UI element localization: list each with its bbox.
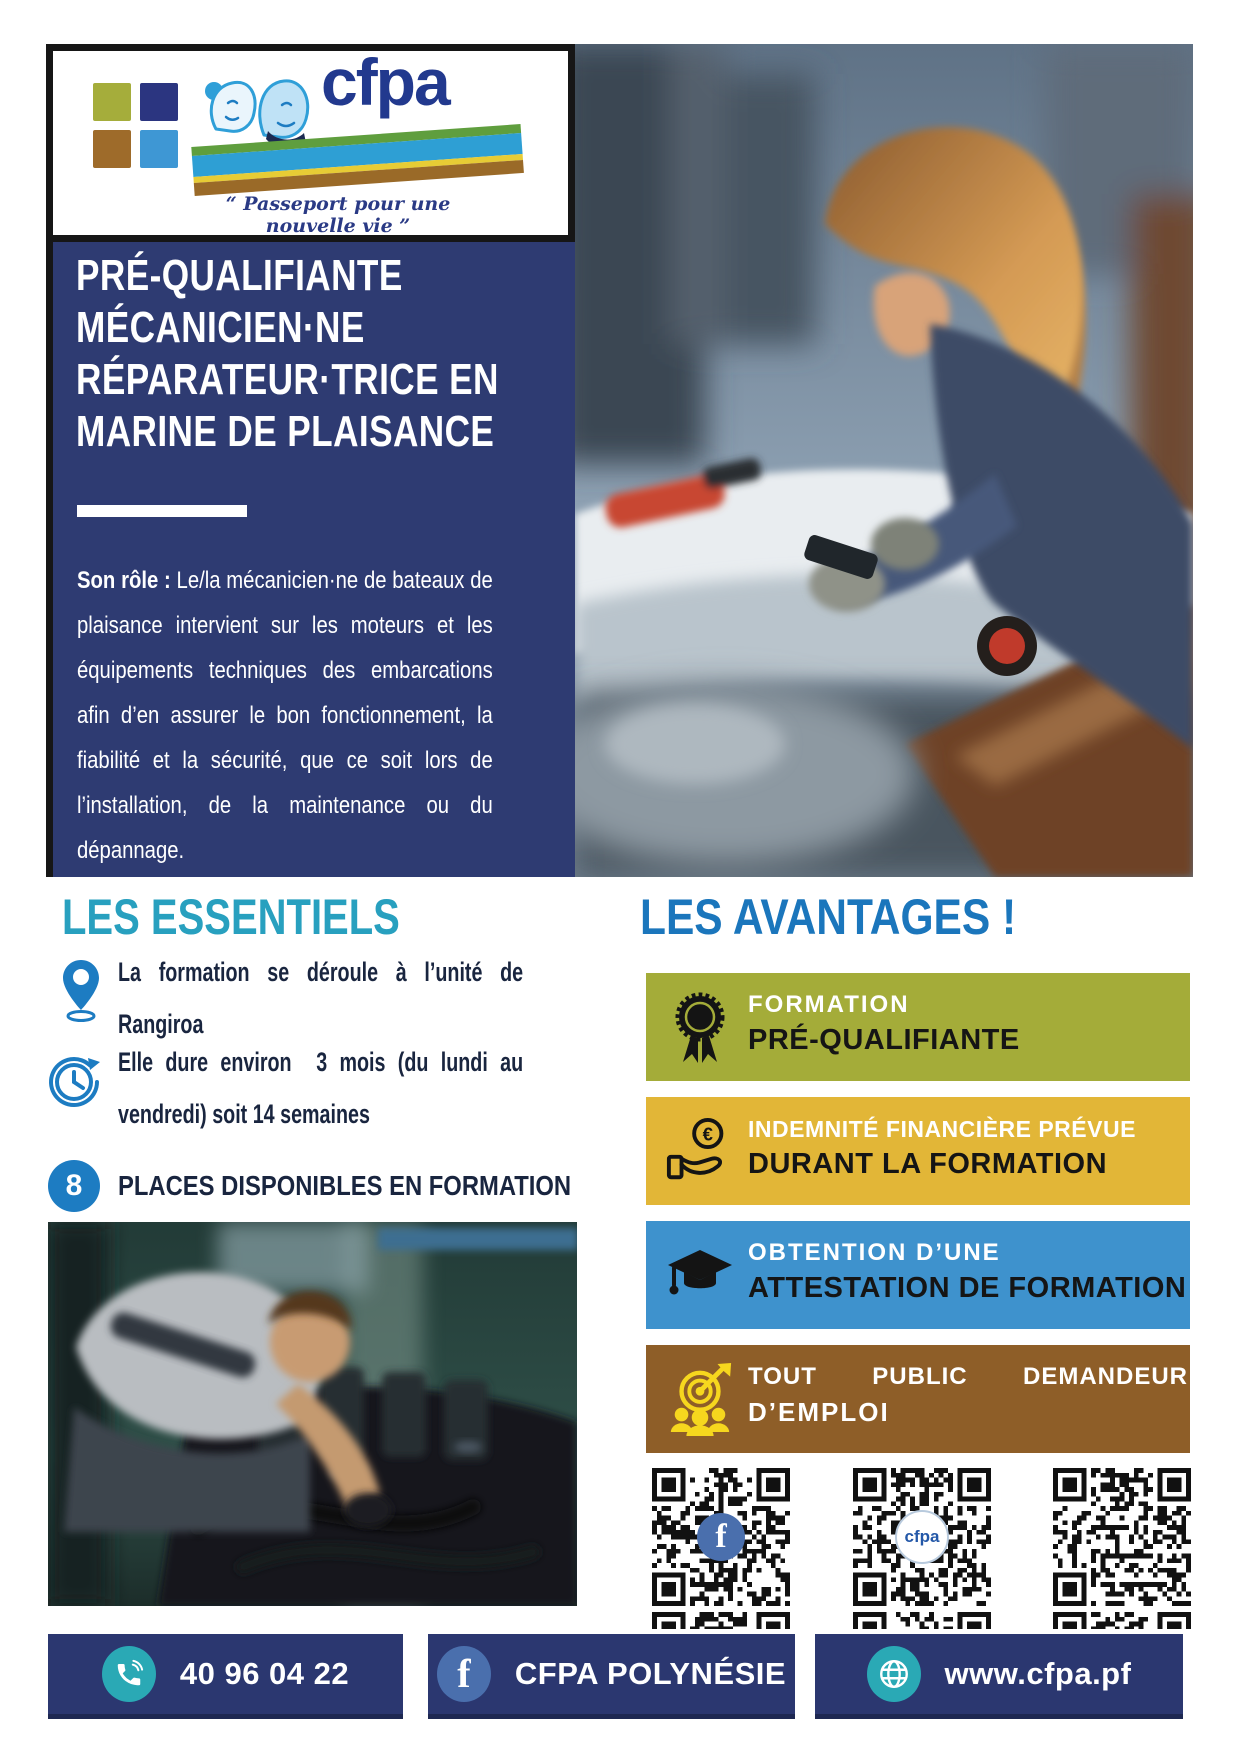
website-url: www.cfpa.pf xyxy=(944,1656,1132,1691)
qr-code-fragment xyxy=(853,1612,991,1629)
title-line: PRÉ-QUALIFIANTE xyxy=(76,251,403,300)
role-label: Son rôle : xyxy=(77,567,171,594)
title-line: MÉCANICIEN·NE xyxy=(76,303,365,352)
advantage-line2: D’EMPLOI xyxy=(748,1397,890,1427)
facebook-page-name: CFPA POLYNÉSIE xyxy=(514,1656,787,1691)
qr-code-fragment xyxy=(1053,1612,1191,1629)
graduation-cap-icon xyxy=(660,1232,740,1318)
title-line: MARINE DE PLAISANCE xyxy=(76,407,495,456)
svg-text:€: € xyxy=(702,1123,713,1145)
location-pin-icon xyxy=(60,958,102,1024)
essential-item-duration: Elle dure environ 3 mois (du lundi au vendredi) soit 14 semaines xyxy=(118,1047,529,1129)
clock-icon xyxy=(44,1046,106,1114)
euro-hand-icon xyxy=(660,1108,740,1194)
phone-icon xyxy=(102,1646,156,1702)
cfpa-logo xyxy=(193,45,543,181)
brand-wordmark: cfpa xyxy=(321,45,449,119)
logo-square-blue xyxy=(140,130,178,168)
advantage-bar-public xyxy=(646,1345,1190,1453)
qr-code-fragment xyxy=(652,1612,790,1629)
title-line: RÉPARATEUR·TRICE EN xyxy=(76,355,499,404)
advantage-bar-formation xyxy=(646,973,1190,1081)
advantage-line2: PRÉ-QUALIFIANTE xyxy=(748,1024,1020,1056)
logo-square-brown xyxy=(93,130,131,168)
role-paragraph xyxy=(77,558,493,873)
globe-icon xyxy=(867,1646,921,1702)
advantage-line1: FORMATION xyxy=(748,991,910,1018)
logo-square-green xyxy=(93,83,131,121)
logo-tagline: “ Passeport pour une nouvelle vie ” xyxy=(225,193,451,237)
medal-icon xyxy=(660,984,740,1070)
facebook-qr-code[interactable] xyxy=(652,1468,790,1606)
phone-number: 40 96 04 22 xyxy=(179,1656,350,1691)
essential-item-location: La formation se déroule à l’unité de Rangiroa xyxy=(118,957,529,1039)
facebook-contact-bar[interactable] xyxy=(428,1634,795,1719)
cfpa-qr-code[interactable] xyxy=(853,1468,991,1606)
essential-item-places: PLACES DISPONIBLES EN FORMATION xyxy=(118,1170,572,1201)
advantage-bar-attestation xyxy=(646,1221,1190,1329)
advantage-line1: OBTENTION D’UNE xyxy=(748,1239,1001,1266)
website-contact-bar[interactable] xyxy=(815,1634,1183,1719)
essentials-heading: LES ESSENTIELS xyxy=(62,889,400,945)
logo-squares-icon xyxy=(93,83,181,171)
advantage-bar-indemnite xyxy=(646,1097,1190,1205)
logo-square-navy xyxy=(140,83,178,121)
role-text: Le/la mécanicien·ne de bateaux de plaisance intervient sur les moteurs et les équipements techniques des embarcations afin d’en assurer le bon fonctionnement, la fiabilité et la sécurité, que ce soit lors de l’installation, de la maintenance ou du dépannage. xyxy=(77,567,493,864)
program-title xyxy=(76,250,605,458)
photo-engine-mechanic xyxy=(48,1222,577,1606)
cfpa-logo-box xyxy=(46,44,575,242)
cfpa-mini-logo: cfpa xyxy=(895,1510,949,1564)
facebook-icon: f xyxy=(437,1646,491,1702)
advantage-line1: TOUT PUBLIC DEMANDEUR xyxy=(748,1363,1188,1390)
website-qr-code[interactable] xyxy=(1053,1468,1191,1606)
advantage-line2: DURANT LA FORMATION xyxy=(748,1148,1108,1180)
hero-photo-woman-boat-mechanic xyxy=(575,44,1193,877)
target-audience-icon xyxy=(660,1356,740,1442)
places-number-badge: 8 xyxy=(48,1160,100,1212)
advantages-heading: LES AVANTAGES ! xyxy=(640,889,1017,945)
phone-contact-bar[interactable] xyxy=(48,1634,403,1719)
title-underline xyxy=(77,505,247,517)
advantage-line2: ATTESTATION DE FORMATION xyxy=(748,1272,1187,1304)
advantage-line1: INDEMNITÉ FINANCIÈRE PRÉVUE xyxy=(748,1116,1136,1142)
facebook-icon: f xyxy=(697,1513,745,1561)
